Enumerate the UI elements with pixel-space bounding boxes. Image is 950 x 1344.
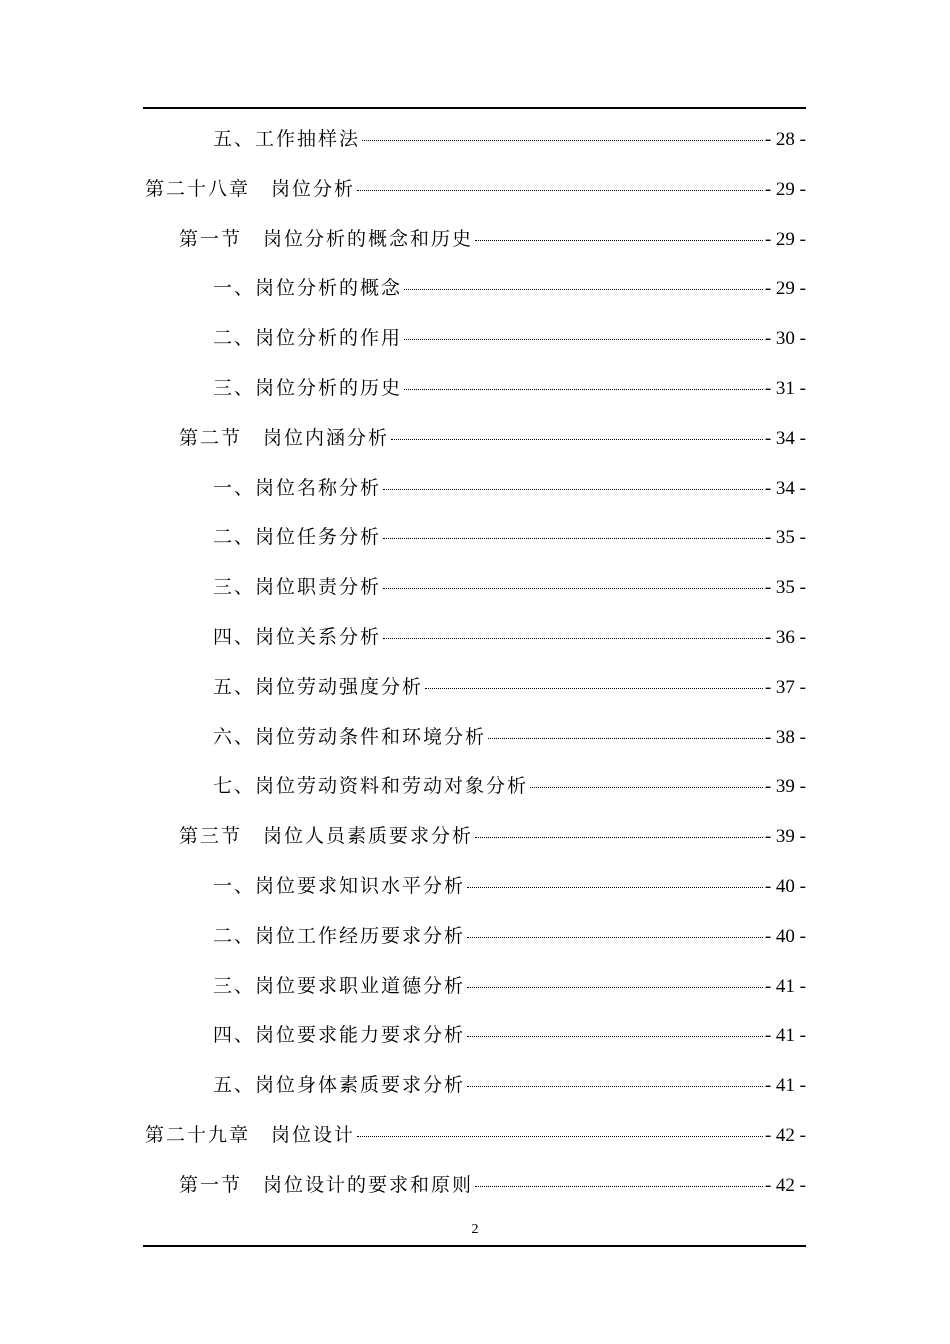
toc-dot-leader [475,1186,763,1187]
toc-entry[interactable] [145,124,806,174]
toc-entry[interactable] [145,1120,806,1170]
toc-entry-page: - 29 - [764,278,806,300]
toc-entry-page: - 34 - [764,427,806,449]
toc-dot-leader [362,140,763,141]
toc-entry-title: 七、岗位劳动资料和劳动对象分析 [213,775,529,798]
toc-entry-title: 第二十九章 岗位设计 [145,1123,356,1146]
toc-entry-title: 第一节 岗位分析的概念和历史 [179,227,474,250]
toc-entry-title: 第二十八章 岗位分析 [145,177,356,200]
toc-entry[interactable] [145,771,806,821]
toc-dot-leader [383,538,763,539]
footer-rule [143,1245,806,1247]
toc-entry[interactable] [145,821,806,871]
toc-entry-title: 三、岗位要求职业道德分析 [213,974,466,997]
toc-entry-title: 二、岗位工作经历要求分析 [213,924,466,947]
toc-entry-page: - 37 - [764,676,806,698]
toc-entry[interactable] [145,722,806,772]
toc-entry[interactable] [145,473,806,523]
toc-entry-page: - 40 - [764,875,806,897]
toc-entry-page: - 29 - [764,178,806,200]
toc-dot-leader [475,837,763,838]
toc-entry-title: 第三节 岗位人员素质要求分析 [179,825,474,848]
toc-entry-title: 三、岗位分析的历史 [213,376,403,399]
toc-dot-leader [383,489,763,490]
toc-entry-page: - 30 - [764,328,806,350]
toc-entry-page: - 35 - [764,527,806,549]
header-rule [143,107,806,109]
toc-entry-page: - 40 - [764,925,806,947]
toc-dot-leader [530,787,763,788]
toc-entry[interactable] [145,1020,806,1070]
toc-dot-leader [467,987,763,988]
toc-dot-leader [404,389,763,390]
toc-entry[interactable] [145,871,806,921]
toc-entry-title: 五、岗位劳动强度分析 [213,675,424,698]
toc-entry[interactable] [145,174,806,224]
toc-dot-leader [467,887,763,888]
page-number: 2 [471,1222,479,1237]
toc-entry-page: - 36 - [764,626,806,648]
table-of-contents [145,124,806,1220]
toc-dot-leader [425,688,763,689]
toc-dot-leader [404,289,763,290]
toc-entry-page: - 41 - [764,1075,806,1097]
toc-entry[interactable] [145,1170,806,1220]
toc-entry-title: 四、岗位关系分析 [213,625,382,648]
toc-dot-leader [391,439,763,440]
toc-dot-leader [488,738,763,739]
toc-entry-page: - 29 - [764,228,806,250]
toc-dot-leader [383,638,763,639]
toc-dot-leader [357,190,763,191]
toc-entry-title: 四、岗位要求能力要求分析 [213,1024,466,1047]
toc-entry-page: - 31 - [764,377,806,399]
toc-entry[interactable] [145,373,806,423]
toc-entry[interactable] [145,323,806,373]
toc-dot-leader [467,937,763,938]
toc-dot-leader [383,588,763,589]
toc-entry[interactable] [145,224,806,274]
toc-entry-title: 五、工作抽样法 [213,128,361,150]
toc-entry[interactable] [145,1070,806,1120]
toc-entry-title: 二、岗位分析的作用 [213,327,403,350]
toc-dot-leader [404,339,763,340]
toc-dot-leader [475,240,763,241]
toc-entry-page: - 41 - [764,975,806,997]
toc-entry-title: 六、岗位劳动条件和环境分析 [213,725,487,748]
toc-entry-page: - 34 - [764,477,806,499]
toc-entry[interactable] [145,672,806,722]
toc-dot-leader [357,1136,763,1137]
toc-entry-title: 五、岗位身体素质要求分析 [213,1074,466,1097]
toc-entry-page: - 39 - [764,826,806,848]
toc-entry-page: - 42 - [764,1124,806,1146]
toc-entry-page: - 28 - [764,129,806,150]
toc-entry-page: - 35 - [764,577,806,599]
toc-entry-title: 第一节 岗位设计的要求和原则 [179,1173,474,1196]
toc-entry-page: - 38 - [764,726,806,748]
toc-entry-title: 二、岗位任务分析 [213,526,382,549]
toc-entry-title: 一、岗位分析的概念 [213,277,403,300]
toc-entry[interactable] [145,971,806,1021]
toc-entry-title: 三、岗位职责分析 [213,576,382,599]
toc-entry[interactable] [145,273,806,323]
toc-entry-page: - 41 - [764,1025,806,1047]
toc-entry[interactable] [145,622,806,672]
toc-dot-leader [467,1036,763,1037]
toc-entry-page: - 42 - [764,1174,806,1196]
toc-dot-leader [467,1086,763,1087]
toc-entry[interactable] [145,423,806,473]
toc-entry[interactable] [145,572,806,622]
toc-entry-title: 一、岗位要求知识水平分析 [213,874,466,897]
toc-entry-title: 一、岗位名称分析 [213,476,382,499]
toc-entry-title: 第二节 岗位内涵分析 [179,426,390,449]
toc-entry-page: - 39 - [764,776,806,798]
toc-entry[interactable] [145,522,806,572]
toc-entry[interactable] [145,921,806,971]
